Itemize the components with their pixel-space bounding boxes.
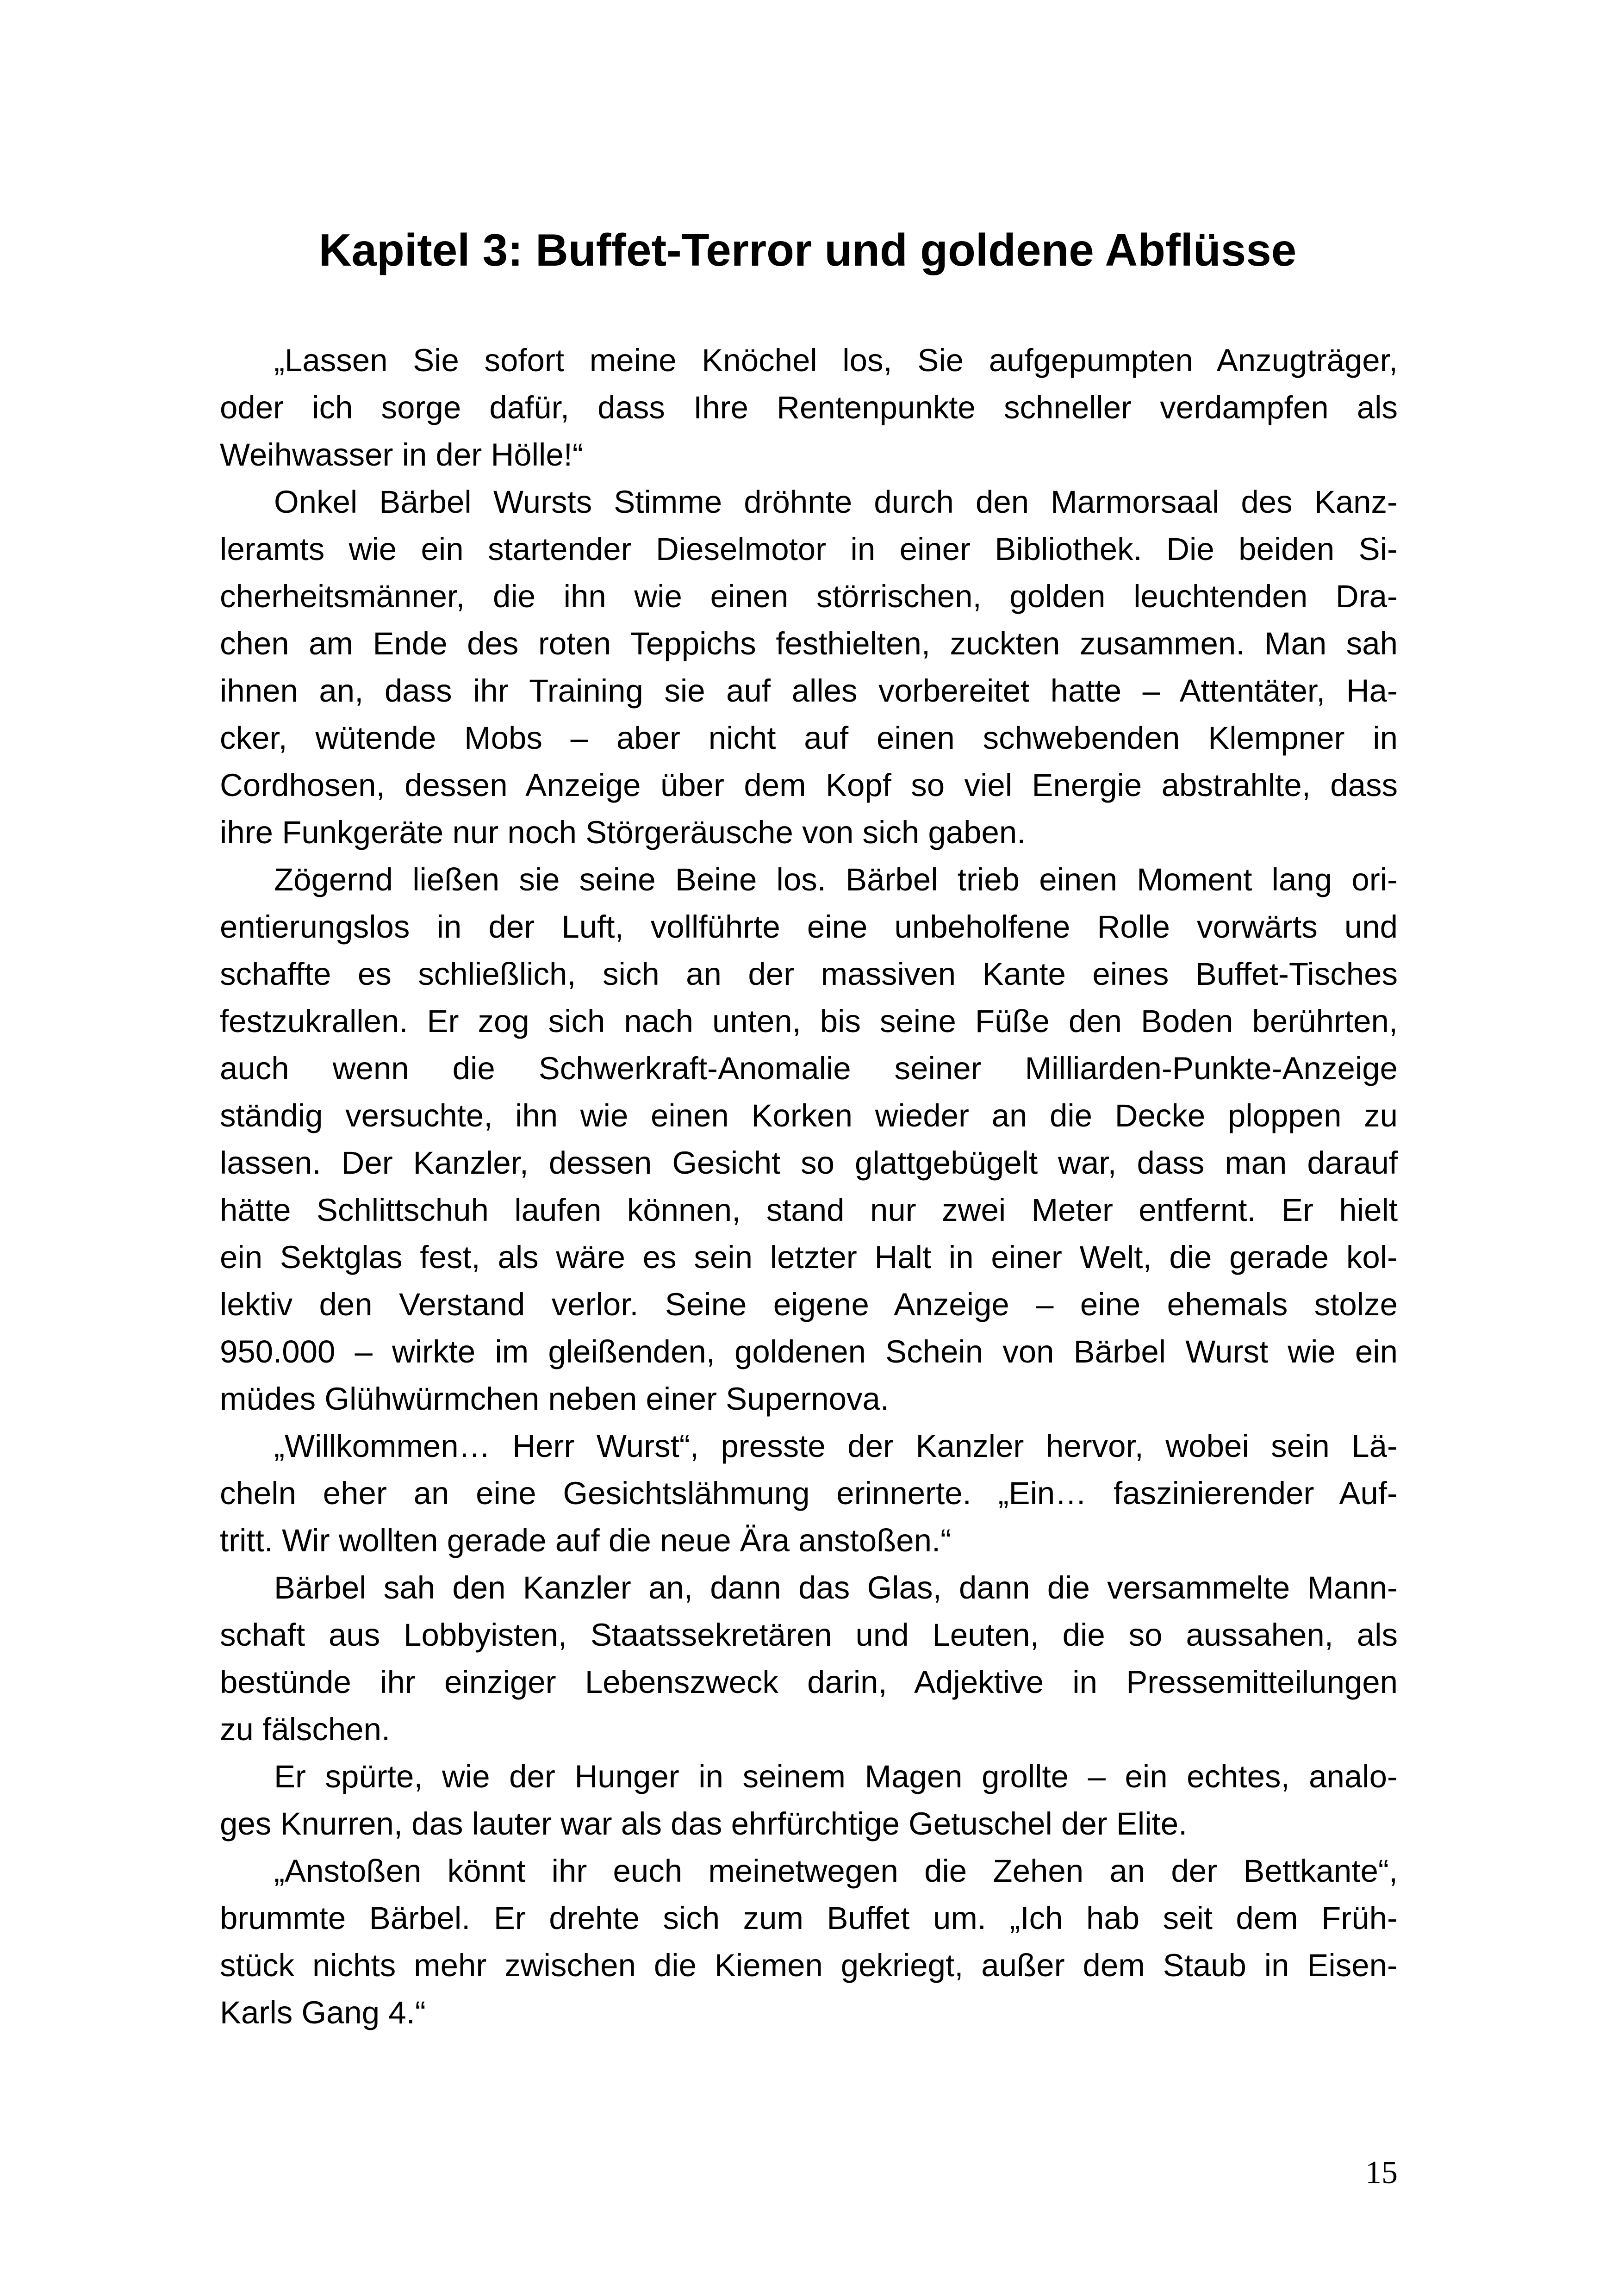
- text-line: ein Sektglas fest, als wäre es sein letzter Halt in einer Welt, die gerade kol-: [220, 1239, 1398, 1275]
- paragraph: [220, 1753, 1398, 1848]
- text-line: Weihwasser in der Hölle!“: [220, 437, 583, 473]
- paragraph: [220, 479, 1398, 856]
- text-line: „Willkommen… Herr Wurst“, presste der Kanzler hervor, wobei sein Lä-: [274, 1428, 1398, 1464]
- page-number: 15: [1365, 2155, 1398, 2190]
- text-line: bestünde ihr einziger Lebenszweck darin, Adjektive in Pressemitteilungen: [220, 1664, 1398, 1700]
- text-line: Bärbel sah den Kanzler an, dann das Glas, dann die versammelte Mann-: [274, 1570, 1398, 1605]
- text-line: ges Knurren, das lauter war als das ehrfürchtige Getuschel der Elite.: [220, 1806, 1188, 1842]
- text-line: ihre Funkgeräte nur noch Störgeräusche von sich gaben.: [220, 815, 1026, 850]
- text-line: entierungslos in der Luft, vollführte eine unbeholfene Rolle vorwärts und: [220, 909, 1398, 945]
- text-line: cherheitsmänner, die ihn wie einen störrischen, golden leuchtenden Dra-: [220, 579, 1398, 614]
- text-line: tritt. Wir wollten gerade auf die neue Ära anstoßen.“: [220, 1523, 952, 1558]
- paragraph: [220, 1564, 1398, 1753]
- text-line: „Lassen Sie sofort meine Knöchel los, Sie aufgepumpten Anzugträger,: [274, 342, 1398, 378]
- text-line: oder ich sorge dafür, dass Ihre Rentenpunkte schneller verdampfen als: [220, 390, 1398, 425]
- text-line: auch wenn die Schwerkraft-Anomalie seiner Milliarden-Punkte-Anzeige: [220, 1051, 1398, 1086]
- text-line: „Anstoßen könnt ihr euch meinetwegen die Zehen an der Bettkante“,: [274, 1853, 1398, 1889]
- text-line: cheln eher an eine Gesichtslähmung erinnerte. „Ein… faszinierender Auf-: [220, 1475, 1398, 1511]
- text-line: Cordhosen, dessen Anzeige über dem Kopf so viel Energie abstrahlte, dass: [220, 767, 1398, 803]
- text-line: brummte Bärbel. Er drehte sich zum Buffet um. „Ich hab seit dem Früh-: [220, 1900, 1398, 1936]
- text-line: Karls Gang 4.“: [220, 1995, 426, 2030]
- text-line: Zögernd ließen sie seine Beine los. Bärbel trieb einen Moment lang ori-: [274, 862, 1398, 897]
- paragraph: [220, 856, 1398, 1423]
- text-line: lektiv den Verstand verlor. Seine eigene Anzeige – eine ehemals stolze: [220, 1287, 1398, 1322]
- text-line: schaffte es schließlich, sich an der massiven Kante eines Buffet-Tisches: [220, 956, 1398, 992]
- text-line: schaft aus Lobbyisten, Staatssekretären und Leuten, die so aussahen, als: [220, 1617, 1398, 1653]
- text-line: müdes Glühwürmchen neben einer Supernova.: [220, 1381, 890, 1417]
- text-line: stück nichts mehr zwischen die Kiemen gekriegt, außer dem Staub in Eisen-: [220, 1948, 1398, 1983]
- text-line: ständig versuchte, ihn wie einen Korken wieder an die Decke ploppen zu: [220, 1098, 1398, 1133]
- text-line: Onkel Bärbel Wursts Stimme dröhnte durch den Marmorsaal des Kanz-: [274, 484, 1398, 520]
- text-line: leramts wie ein startender Dieselmotor in einer Bibliothek. Die beiden Si-: [220, 531, 1398, 567]
- paragraph: [220, 1423, 1398, 1564]
- text-line: lassen. Der Kanzler, dessen Gesicht so glattgebügelt war, dass man darauf: [220, 1145, 1398, 1181]
- chapter-title: Kapitel 3: Buffet-Terror und goldene Abflüsse: [318, 224, 1297, 275]
- text-line: Er spürte, wie der Hunger in seinem Magen grollte – ein echtes, analo-: [274, 1759, 1398, 1794]
- paragraph: [220, 1848, 1398, 2036]
- text-line: 950.000 – wirkte im gleißenden, goldenen Schein von Bärbel Wurst wie ein: [220, 1334, 1398, 1369]
- text-line: cker, wütende Mobs – aber nicht auf einen schwebenden Klempner in: [220, 720, 1398, 756]
- text-line: festzukrallen. Er zog sich nach unten, bis seine Füße den Boden berührten,: [220, 1003, 1398, 1039]
- text-line: chen am Ende des roten Teppichs festhielten, zuckten zusammen. Man sah: [220, 626, 1398, 661]
- text-line: hätte Schlittschuh laufen können, stand nur zwei Meter entfernt. Er hielt: [220, 1192, 1398, 1228]
- chapter-body: [220, 337, 1398, 2036]
- paragraph: [220, 337, 1398, 479]
- text-line: ihnen an, dass ihr Training sie auf alles vorbereitet hatte – Attentäter, Ha-: [220, 673, 1398, 709]
- text-line: zu fälschen.: [220, 1711, 391, 1747]
